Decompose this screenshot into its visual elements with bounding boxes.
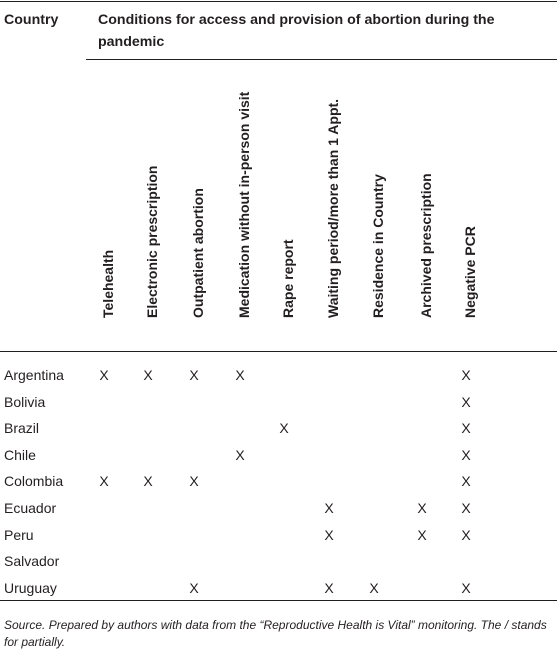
table-bottom-rule (0, 600, 557, 601)
footnote-source-label: Source. (4, 618, 46, 632)
table-footnote (4, 617, 554, 651)
conditions-header: Conditions for access and provision of abortion during the pandemic (98, 12, 495, 50)
table-cell: X (461, 446, 471, 463)
column-header: Telehealth (100, 249, 116, 318)
country-name: Salvador (4, 553, 60, 570)
country-column-header: Country (4, 12, 59, 28)
country-name: Ecuador (4, 500, 57, 516)
table-row (0, 575, 557, 601)
column-header: Electronic prescription (144, 165, 160, 318)
column-header-wrap (142, 70, 166, 338)
column-header-wrap (368, 70, 392, 338)
country-name: Brazil (4, 420, 40, 437)
column-header-wrap (416, 70, 440, 338)
table-row (0, 522, 557, 548)
column-header: Archived prescription (418, 173, 434, 318)
column-header: Rape report (280, 239, 296, 318)
table-cell: X (189, 473, 199, 490)
column-header-wrap (323, 70, 347, 338)
table-row (0, 442, 557, 468)
header-bottom-rule (0, 351, 557, 352)
column-header: Residence in Country (370, 174, 386, 318)
table-cell: X (461, 420, 471, 437)
column-header: Medication without in-person visit (236, 91, 252, 318)
table-cell: X (461, 473, 471, 490)
table-cell: X (99, 473, 109, 490)
country-name: Argentina (4, 367, 64, 383)
column-header: Outpatient abortion (190, 188, 206, 318)
table-row (0, 362, 557, 388)
table-cell: X (369, 579, 379, 596)
header-sub-rule (86, 59, 557, 60)
table-cell: X (235, 367, 245, 383)
table-cell: X (189, 579, 199, 596)
column-header-wrap (188, 70, 212, 338)
country-name: Colombia (4, 473, 64, 490)
table-row (0, 415, 557, 441)
table-cell: X (461, 393, 471, 410)
table-cell: X (235, 446, 245, 463)
footnote-text: Prepared by authors with data from the “Reproductive Health is Vital” monitoring. The / stands for partially. (4, 618, 547, 649)
table-cell: X (324, 526, 334, 543)
table-cell: X (324, 500, 334, 516)
table-cell: X (324, 579, 334, 596)
table-cell: X (143, 473, 153, 490)
table-cell: X (417, 500, 427, 516)
table-cell: X (461, 579, 471, 596)
column-header: Negative PCR (462, 226, 478, 318)
table-top-rule (0, 1, 557, 2)
table-row (0, 495, 557, 521)
country-name: Uruguay (4, 579, 57, 596)
table-cell: X (143, 367, 153, 383)
column-header: Waiting period/more than 1 Appt. (325, 98, 341, 318)
table-row (0, 548, 557, 574)
table-cell: X (99, 367, 109, 383)
column-header-wrap (234, 70, 258, 338)
column-header-wrap (278, 70, 302, 338)
table-cell: X (417, 526, 427, 543)
table-cell: X (461, 500, 471, 516)
table-cell: X (189, 367, 199, 383)
country-name: Chile (4, 446, 36, 463)
table-cell: X (461, 526, 471, 543)
table-cell: X (461, 367, 471, 383)
column-header-wrap (460, 70, 484, 338)
table-cell: X (279, 420, 289, 437)
table-row (0, 389, 557, 415)
column-header-wrap (98, 70, 122, 338)
country-name: Bolivia (4, 393, 46, 410)
country-name: Peru (4, 526, 34, 543)
table-row (0, 468, 557, 494)
